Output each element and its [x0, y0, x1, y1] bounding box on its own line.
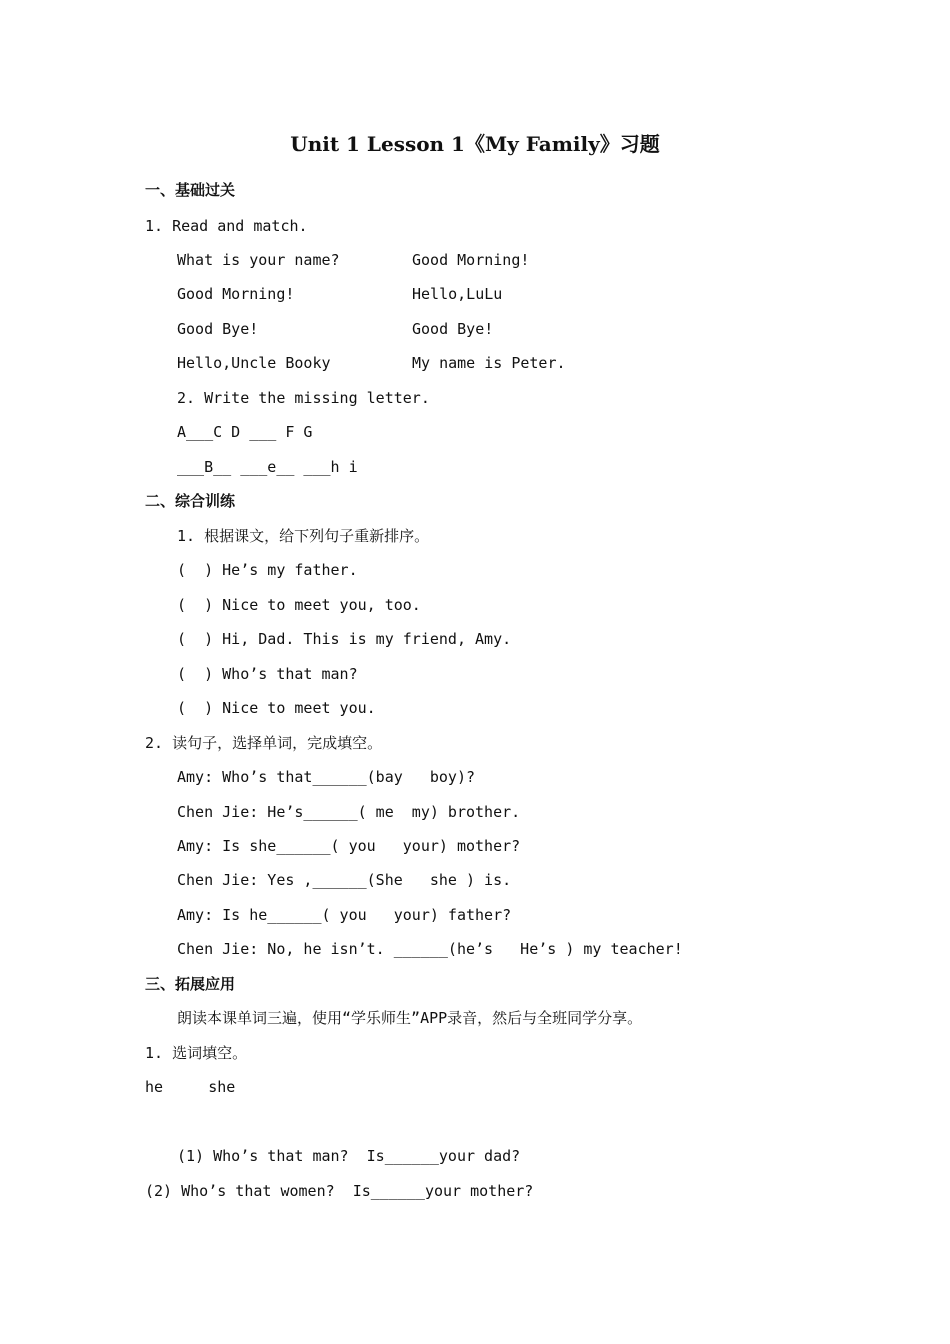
- question-label: 2. Write the missing letter.: [177, 389, 430, 407]
- fill-item: (2) Who’s that women? Is______your mother?: [145, 1182, 534, 1200]
- word-bank: he she: [145, 1078, 236, 1096]
- section-heading-3: 三、拓展应用: [145, 975, 236, 993]
- instruction-text: 朗读本课单词三遍，使用“学乐师生”APP录音，然后与全班同学分享。: [177, 1009, 643, 1027]
- question-label: 1. Read and match.: [145, 217, 308, 235]
- fill-item: (1) Who’s that man? Is______your dad?: [177, 1147, 521, 1165]
- match-right-item: Good Bye!: [412, 320, 494, 338]
- order-item: ( ) Hi, Dad. This is my friend, Amy.: [177, 630, 512, 648]
- letter-blank-line: ___B__ ___e__ ___h i: [177, 458, 358, 476]
- section-heading-1: 一、基础过关: [145, 181, 236, 199]
- fill-item: Chen Jie: No, he isn’t. ______(he’s He’s ) my teacher!: [177, 940, 683, 958]
- letter-blank-line: A___C D ___ F G: [177, 423, 313, 441]
- match-left-item: Good Morning!: [177, 285, 295, 303]
- match-right-item: My name is Peter.: [412, 354, 566, 372]
- fill-item: Chen Jie: He’s______( me my) brother.: [177, 803, 521, 821]
- order-item: ( ) Who’s that man?: [177, 665, 358, 683]
- match-left-item: Hello,Uncle Booky: [177, 354, 331, 372]
- fill-item: Amy: Is he______( you your) father?: [177, 906, 512, 924]
- order-item: ( ) Nice to meet you, too.: [177, 596, 421, 614]
- section-heading-2: 二、综合训练: [145, 492, 236, 510]
- question-label: 2. 读句子，选择单词，完成填空。: [145, 734, 383, 752]
- fill-item: Amy: Is she______( you your) mother?: [177, 837, 521, 855]
- page-title: Unit 1 Lesson 1《My Family》习题: [290, 132, 660, 156]
- match-left-item: What is your name?: [177, 251, 340, 269]
- match-left-item: Good Bye!: [177, 320, 259, 338]
- fill-item: Chen Jie: Yes ,______(She she ) is.: [177, 871, 512, 889]
- fill-item: Amy: Who’s that______(bay boy)?: [177, 768, 476, 786]
- match-right-item: Hello,LuLu: [412, 285, 503, 303]
- question-label: 1. 选词填空。: [145, 1044, 248, 1062]
- question-label: 1. 根据课文，给下列句子重新排序。: [177, 527, 430, 545]
- order-item: ( ) He’s my father.: [177, 561, 358, 579]
- order-item: ( ) Nice to meet you.: [177, 699, 376, 717]
- match-right-item: Good Morning!: [412, 251, 530, 269]
